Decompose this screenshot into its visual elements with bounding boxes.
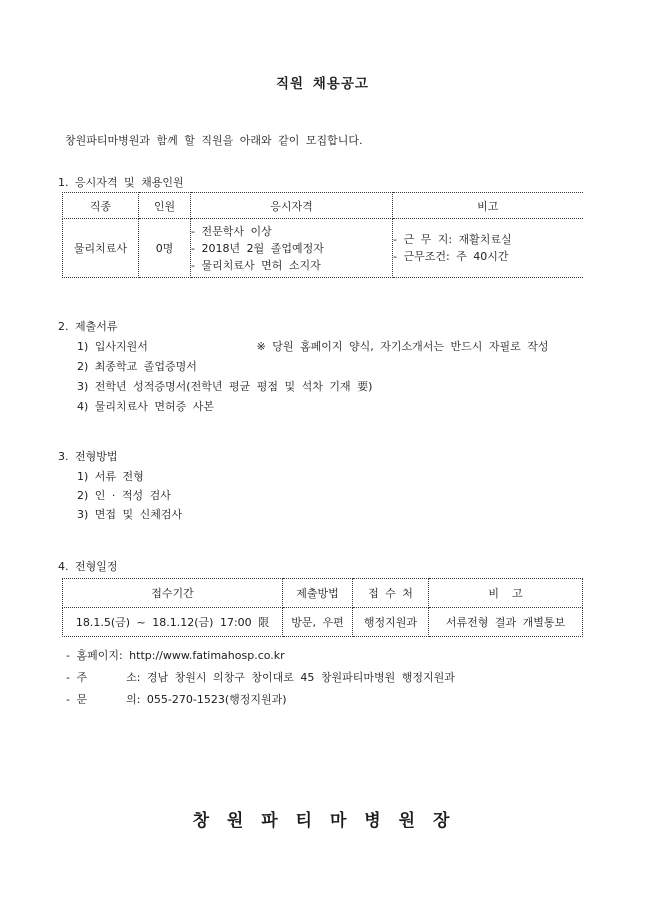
- list-item-note: ※ 당원 홈페이지 양식, 자기소개서는 반드시 자필로 작성: [256, 340, 549, 353]
- section2-items: [0, 337, 645, 417]
- office-cell: 행정지원과: [353, 608, 429, 637]
- note-line: - 근 무 지: 재활치료실: [393, 233, 512, 246]
- note-line: - 근무조건: 주 40시간: [393, 250, 509, 263]
- section3-heading: 3. 전형방법: [58, 450, 118, 463]
- column-header-office: 접 수 처: [353, 579, 429, 608]
- column-header-count: 인원: [139, 193, 191, 219]
- address-line: - 주 소: 경남 창원시 의창구 창이대로 45 창원파티마병원 행정지원과: [66, 671, 455, 684]
- count-cell: 0명: [139, 219, 191, 278]
- list-item: 2) 인 · 적성 검사: [77, 489, 171, 502]
- table-header-row: [63, 579, 583, 608]
- column-header-period: 접수기간: [63, 579, 283, 608]
- table-row: [63, 219, 583, 278]
- note-cell: [393, 219, 583, 278]
- section4-heading: 4. 전형일정: [58, 560, 118, 573]
- list-item-text: 1) 입사지원서: [77, 340, 148, 353]
- closing-signature: 창 원 파 티 마 병 원 장: [192, 811, 453, 831]
- qualification-line: - 2018년 2월 졸업예정자: [191, 241, 324, 255]
- page-title: 직원 채용공고: [276, 76, 369, 92]
- list-item: [0, 337, 645, 357]
- list-item: 2) 최종학교 졸업증명서: [77, 360, 197, 373]
- job-cell: 물리치료사: [63, 219, 139, 278]
- qualification-cell: [191, 219, 393, 278]
- method-cell: 방문, 우편: [283, 608, 353, 637]
- list-item: 3) 면접 및 신체검사: [77, 508, 183, 521]
- qualification-line: - 물리치료사 면허 소지자: [191, 258, 321, 272]
- column-header-job: 직종: [63, 193, 139, 219]
- phone-line: - 문 의: 055-270-1523(행정지원과): [66, 693, 287, 706]
- qualification-table: [62, 192, 583, 278]
- column-header-note: 비 고: [429, 579, 583, 608]
- column-header-qualification: 응시자격: [191, 193, 393, 219]
- homepage-line: - 홈페이지: http://www.fatimahosp.co.kr: [66, 649, 285, 662]
- section1-heading: 1. 응시자격 및 채용인원: [58, 176, 184, 189]
- period-cell: 18.1.5(금) ~ 18.1.12(금) 17:00 限: [63, 608, 283, 637]
- list-item: 3) 전학년 성적증명서(전학년 평균 평점 및 석차 기재 要): [77, 380, 373, 393]
- section2-heading: 2. 제출서류: [58, 320, 118, 333]
- schedule-table: [62, 578, 583, 637]
- list-item: 1) 서류 전형: [77, 470, 144, 483]
- qualification-line: - 전문학사 이상: [191, 224, 272, 238]
- contact-info: [0, 645, 645, 711]
- column-header-note: 비고: [393, 193, 583, 219]
- result-cell: 서류전형 결과 개별통보: [429, 608, 583, 637]
- list-item: 4) 물리치료사 면허증 사본: [77, 400, 215, 413]
- table-row: [63, 608, 583, 637]
- column-header-method: 제출방법: [283, 579, 353, 608]
- table-header-row: [63, 193, 583, 219]
- intro-text: 창원파티마병원과 함께 할 직원을 아래와 같이 모집합니다.: [65, 134, 363, 147]
- section3-items: [0, 467, 645, 524]
